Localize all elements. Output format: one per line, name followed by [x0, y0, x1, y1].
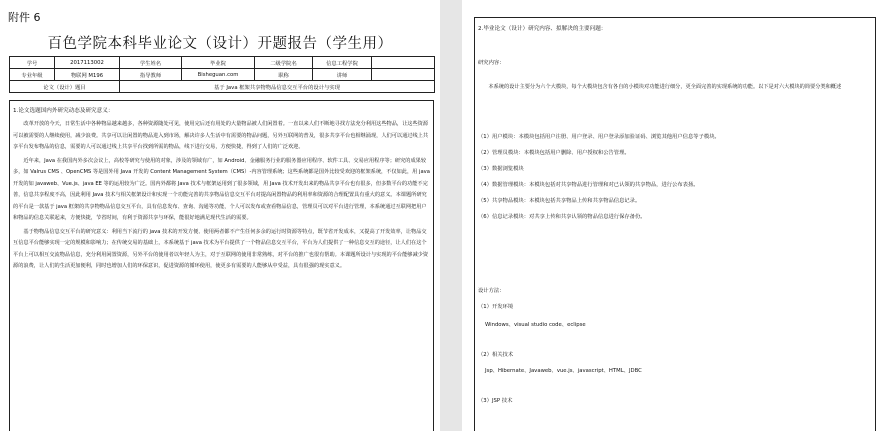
section1-body: [13, 119, 430, 275]
module-item: （6）信息记录模块：对共享上传和共享认领的物品信息进行保存备份。: [478, 214, 646, 220]
info-cell: Bisheguan.com: [182, 69, 255, 81]
content-label: 研究内容：: [478, 60, 505, 66]
report-page-right: [462, 0, 888, 431]
section1-box: [9, 100, 434, 431]
info-cell: 信息工程学院: [313, 57, 372, 69]
attachment-label: 附件 6: [8, 11, 41, 24]
info-cell: 讲师: [313, 69, 372, 81]
method-label: 设计方法：: [478, 288, 505, 294]
topic-label: 论文（设计）题目: [10, 81, 120, 93]
module-item: （4）数据管理模块：本模块包括对共享物品进行管理和对已认领的共享物品，进行公布表扬。: [478, 182, 699, 188]
info-row-topic: [10, 81, 435, 93]
info-cell: 指导教师: [120, 69, 182, 81]
section2-box: [474, 17, 876, 431]
info-cell: 学号: [10, 57, 55, 69]
info-cell: 2017113002: [55, 57, 120, 69]
section1-paragraph: 改革开放的今天，日常生活中各种物品越来越多，各种资源随处可见，使用完后还有用处的大量物品被人们闲置着。一直以来人们不断地寻找方法充分利用这些物品，让这些资源可以被需要的人继续使用，减少浪费。共享可以让闲置的物品进入到市场，解决许多人生活中有需要的物品问题，另外互联网的普及，很多共享平台也相继涌现，人们可以通过线上共享平台发布物品的信息，需要的人可以通过线上共享平台找到所需的物品，线下进行交易，方便快捷，得到了人们的广泛欢迎。: [13, 121, 429, 150]
topic-value: 基于 Java 框架共享物物品信息交互平台的设计与实现: [120, 81, 435, 93]
module-item: （1）用户模块：本模块包括用户注册、用户登录、用户登录添加验证码、浏览其他用户信息等子模块。: [478, 134, 720, 140]
section1-heading: 1.论文选题国内外研究动态及研究意义：: [13, 108, 114, 114]
info-row-2: [10, 69, 435, 81]
info-row-1: [10, 57, 435, 69]
info-cell: 职称: [255, 69, 313, 81]
section1-paragraph: 基于物物品信息交互平台的研究意义：利用当下流行的 java 技术的开发方便、使用两者都不产生任何多余的运行时资源等特点，既节省开发成本，又提高了开发效率，让物品交互信息平台能够实现一定的规模和影响力；在传统交易的基础上，本系统基于 java 技术为平台提供了一个物品信息交互平台，平台为人们提供了一种信息交互的途径，让人们在这个平台上可以相互交流物品信息，充分利用闲置资源，另外平台的使用者以年轻人为主，对于互联网的使用非常熟练，对平台的推广也很有帮助。本课题所设计与实现的平台能够减少资源的浪费，让人们的生活更加便利，同时也增加人们的环保意识，促进资源的循环使用，使更多有需要的人能够从中受益，具有很强的现实意义。: [13, 228, 429, 269]
report-page-left: [0, 0, 440, 431]
report-title: 百色学院本科毕业论文（设计）开题报告（学生用）: [47, 36, 393, 52]
tech-value: Jsp、Hibernate、Javaweb、vue.js、javascript、HTML、JDBC: [485, 368, 642, 374]
info-cell: 专业年级: [10, 69, 55, 81]
module-item: （5）共享物品模块：本模块包括共享物品上传和共享物品信息记录。: [478, 198, 641, 204]
section2-heading: 2.毕业论文（设计）研究内容、拟解决的主要问题：: [478, 26, 607, 32]
student-info-table: [9, 56, 435, 93]
module-item: （2）管理员模块：本模块包括用户删除、用户授权和公告管理。: [478, 150, 630, 156]
env-label: （1）开发环境: [478, 304, 514, 310]
info-cell: [372, 57, 435, 69]
env-value: Windows、visual studio code、eclipse: [485, 322, 586, 328]
info-cell: 毕业院: [182, 57, 255, 69]
tech-label: （2）相关技术: [478, 352, 514, 358]
info-cell: 物联网 M196: [55, 69, 120, 81]
info-cell: 二级学院名: [255, 57, 313, 69]
info-cell: [372, 69, 435, 81]
section1-paragraph: 近年来，Java 在我国内外多次会议上，高校等研究与使用的对象，涉及的领域有广，如 Android、金融服务行业的服务器应用程序、软件工具、交易应用程序等；研究的成果较多，如 Valrus CMS 、OpenCMS 等是国外用 Java 开发的 Content Management System（CMS）-内容管理系统；这些系统都是国外比较受欢迎的框架系统，不仅如此，用 java 开发的如 javaweb、Vue.js、java EE 等的运用较为广泛。国内外都将 Java 技术与框架运用到了很多领域，用 Java 技术开发出来的物品共享平台也有很多，但多数平台的功能不完善，信息共享程度不高，因此利用 Java 技术与相关框架设计和实现一个功能完善的共享物品信息交互平台对提高闲置物品的利用率和资源的合理配置具有重大的意义。本课题所研究的平台是一款基于 java 框架的共享物物品信息交互平台，具有信息发布、查询、沟通等功能，个人可以发布或查看物品信息，管理员可以对平台进行管理，本系统通过互联网把用户和物品的信息关联起来，方便快捷，节省时间，有利于资源共享与环保，能很好地满足现代生活的需要。: [13, 157, 430, 221]
jsp-label: （3）JSP 技术: [478, 398, 513, 404]
info-cell: 学生姓名: [120, 57, 182, 69]
intro-paragraph: 本系统的设计主要分为六个大模块，每个大模块包含有各自的小模块对功能进行细分，更全面完善的实现系统的功能。以下是对六大模块的简要分类和概述: [488, 84, 842, 90]
module-item: （3）数据浏览模块: [478, 166, 524, 172]
